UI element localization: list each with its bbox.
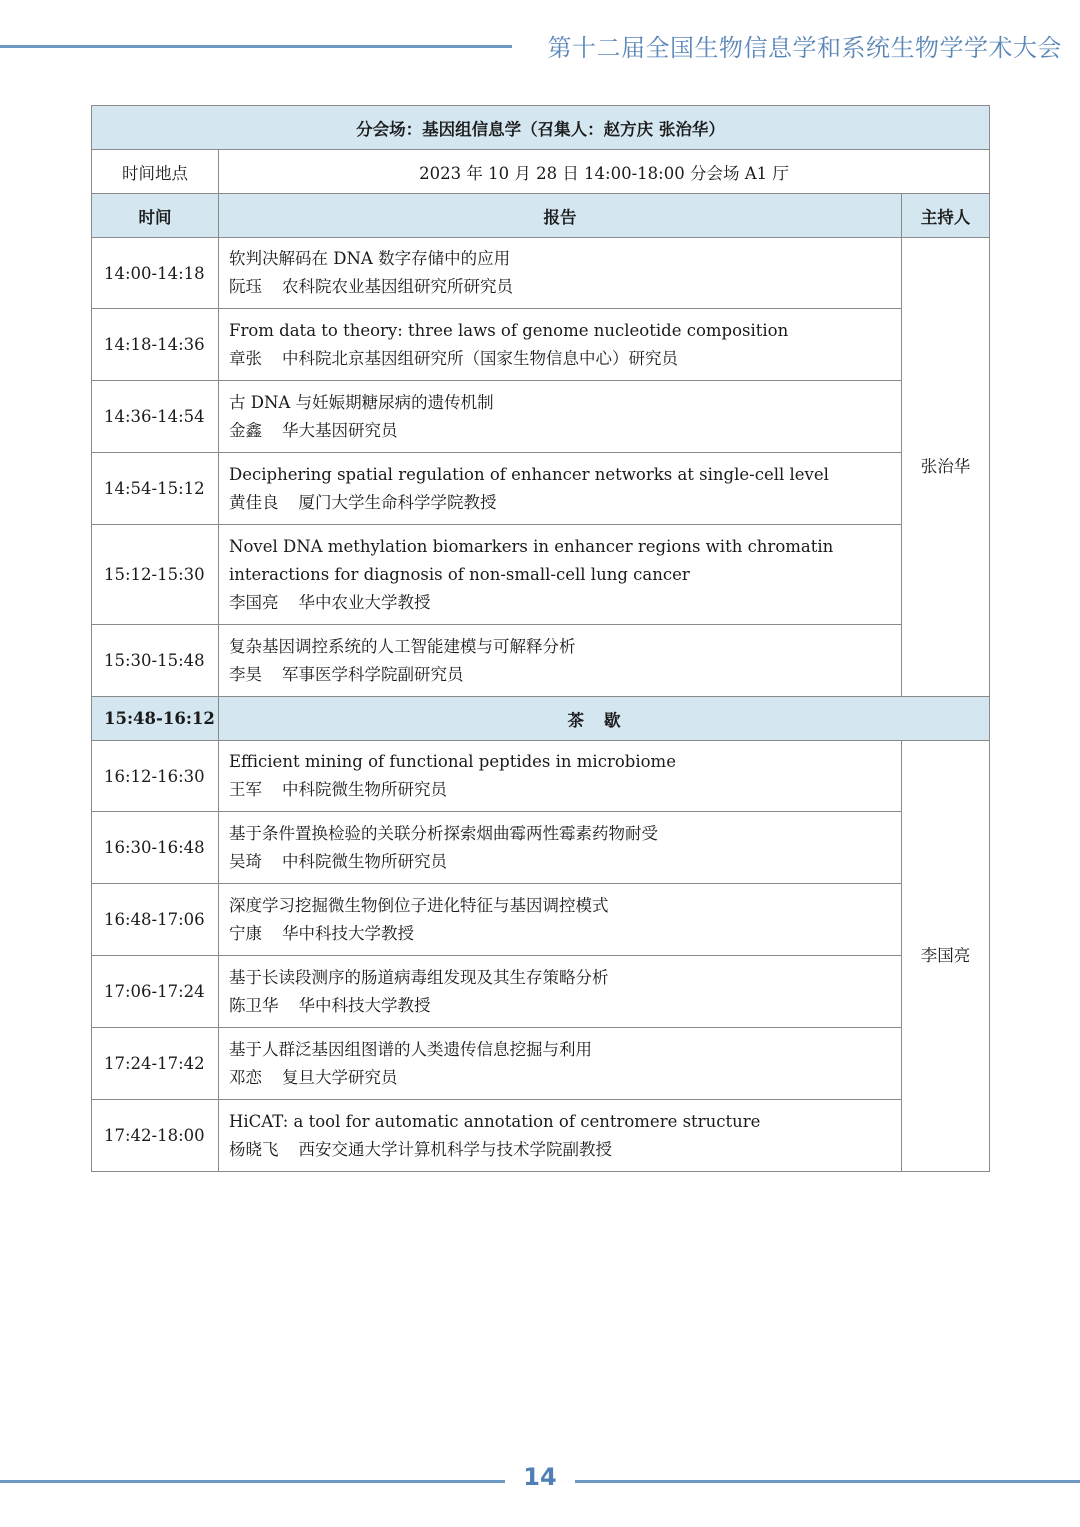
talk-info xyxy=(219,238,902,309)
column-header-host: 主持人 xyxy=(902,194,990,238)
talk-time: 17:06-17:24 xyxy=(92,956,219,1028)
talk-speaker-line xyxy=(229,848,893,876)
talk-time: 14:36-14:54 xyxy=(92,381,219,453)
speaker-affiliation: 中科院北京基因组研究所（国家生物信息中心）研究员 xyxy=(282,348,678,368)
table-row xyxy=(92,453,990,525)
session-title-row xyxy=(92,106,990,150)
talk-info xyxy=(219,1100,902,1172)
talk-info xyxy=(219,741,902,812)
speaker-affiliation: 华大基因研究员 xyxy=(282,420,398,440)
talk-title: From data to theory: three laws of genome nucleotide composition xyxy=(229,320,789,340)
talk-time: 14:00-14:18 xyxy=(92,238,219,309)
conference-title: 第十二届全国生物信息学和系统生物学学术大会 xyxy=(547,34,1062,62)
talk-title: 复杂基因调控系统的人工智能建模与可解释分析 xyxy=(229,636,576,656)
talk-speaker-line xyxy=(229,920,893,948)
session-title: 分会场：基因组信息学（召集人：赵方庆 张治华） xyxy=(92,106,990,150)
talk-title: 深度学习挖掘微生物倒位子进化特征与基因调控模式 xyxy=(229,895,609,915)
host-name: 张治华 xyxy=(920,457,971,476)
talk-title: Novel DNA methylation biomarkers in enhancer regions with chromatin interactions for diagnosis of non-small-cell lung cancer xyxy=(229,536,834,584)
speaker-name: 吴琦 xyxy=(229,851,262,871)
talk-speaker-line xyxy=(229,776,893,804)
speaker-affiliation: 中科院微生物所研究员 xyxy=(282,780,447,799)
talk-info xyxy=(219,453,902,525)
speaker-affiliation: 华中科技大学教授 xyxy=(282,923,414,943)
talk-title: 基于条件置换检验的关联分析探索烟曲霉两性霉素药物耐受 xyxy=(229,823,658,843)
table-row xyxy=(92,381,990,453)
talk-time: 16:48-17:06 xyxy=(92,884,219,956)
speaker-name: 阮珏 xyxy=(229,277,262,296)
break-label: 茶歇 xyxy=(219,697,990,741)
table-row xyxy=(92,741,990,812)
talk-title: 基于长读段测序的肠道病毒组发现及其生存策略分析 xyxy=(229,967,609,987)
talk-time: 14:54-15:12 xyxy=(92,453,219,525)
talk-info xyxy=(219,309,902,381)
host-cell xyxy=(902,741,990,1172)
talk-info xyxy=(219,884,902,956)
tea-break-row xyxy=(92,697,990,741)
talk-title: 古 DNA 与妊娠期糖尿病的遗传机制 xyxy=(229,392,494,412)
speaker-name: 李国亮 xyxy=(229,592,279,612)
table-row xyxy=(92,525,990,625)
talk-info xyxy=(219,381,902,453)
host-name: 李国亮 xyxy=(920,946,971,965)
talk-title: Deciphering spatial regulation of enhancer networks at single-cell level xyxy=(229,464,829,484)
talk-speaker-line xyxy=(229,1064,893,1092)
speaker-affiliation: 西安交通大学计算机科学与技术学院副教授 xyxy=(298,1139,612,1159)
schedule-table xyxy=(91,105,990,1172)
talk-title: 基于人群泛基因组图谱的人类遗传信息挖掘与利用 xyxy=(229,1039,592,1059)
talk-info xyxy=(219,956,902,1028)
talk-speaker-line xyxy=(229,345,893,373)
speaker-name: 金鑫 xyxy=(229,420,262,440)
speaker-name: 宁康 xyxy=(229,923,262,943)
speaker-name: 杨晓飞 xyxy=(229,1139,279,1159)
table-row xyxy=(92,238,990,309)
speaker-affiliation: 厦门大学生命科学学院教授 xyxy=(298,492,497,512)
talk-time: 15:12-15:30 xyxy=(92,525,219,625)
talk-time: 17:42-18:00 xyxy=(92,1100,219,1172)
talk-speaker-line xyxy=(229,489,893,517)
talk-time: 15:30-15:48 xyxy=(92,625,219,697)
talk-speaker-line xyxy=(229,1136,893,1164)
speaker-affiliation: 农科院农业基因组研究所研究员 xyxy=(282,277,513,296)
talk-info xyxy=(219,1028,902,1100)
talk-time: 16:30-16:48 xyxy=(92,812,219,884)
table-row xyxy=(92,625,990,697)
header-row xyxy=(92,194,990,238)
talk-speaker-line xyxy=(229,992,893,1020)
time-place-label: 时间地点 xyxy=(92,150,219,194)
footer-rule-right xyxy=(575,1480,1080,1483)
talk-speaker-line xyxy=(229,589,893,617)
speaker-affiliation: 华中农业大学教授 xyxy=(298,592,431,612)
speaker-affiliation: 中科院微生物所研究员 xyxy=(282,851,447,871)
talk-time: 17:24-17:42 xyxy=(92,1028,219,1100)
table-row xyxy=(92,884,990,956)
table-row xyxy=(92,1028,990,1100)
speaker-affiliation: 军事医学科学院副研究员 xyxy=(282,664,464,684)
talk-speaker-line xyxy=(229,417,893,445)
host-cell xyxy=(902,238,990,697)
speaker-name: 黄佳良 xyxy=(229,492,279,512)
speaker-name: 章张 xyxy=(229,348,262,368)
talk-title: HiCAT: a tool for automatic annotation of centromere structure xyxy=(229,1111,761,1131)
header-rule xyxy=(0,45,512,48)
column-header-report: 报告 xyxy=(219,194,902,238)
speaker-affiliation: 复旦大学研究员 xyxy=(282,1067,398,1087)
speaker-name: 陈卫华 xyxy=(229,995,279,1015)
talk-info xyxy=(219,812,902,884)
talk-info xyxy=(219,625,902,697)
talk-speaker-line xyxy=(229,273,893,301)
break-time: 15:48-16:12 xyxy=(92,697,219,741)
speaker-name: 李昊 xyxy=(229,664,262,684)
speaker-affiliation: 华中科技大学教授 xyxy=(298,995,431,1015)
talk-time: 14:18-14:36 xyxy=(92,309,219,381)
talk-speaker-line xyxy=(229,661,893,689)
page-number: 14 xyxy=(523,1463,557,1491)
talk-time: 16:12-16:30 xyxy=(92,741,219,812)
table-row xyxy=(92,309,990,381)
speaker-name: 王军 xyxy=(229,780,262,799)
speaker-name: 邓恋 xyxy=(229,1067,262,1087)
table-row xyxy=(92,812,990,884)
table-row xyxy=(92,1100,990,1172)
table-row xyxy=(92,956,990,1028)
footer-rule-left xyxy=(0,1480,505,1483)
talk-title: Efficient mining of functional peptides in microbiome xyxy=(229,752,676,771)
time-place-row xyxy=(92,150,990,194)
talk-title: 软判决解码在 DNA 数字存储中的应用 xyxy=(229,249,511,268)
talk-info xyxy=(219,525,902,625)
time-place-value: 2023 年 10 月 28 日 14:00-18:00 分会场 A1 厅 xyxy=(219,150,990,194)
column-header-time: 时间 xyxy=(92,194,219,238)
